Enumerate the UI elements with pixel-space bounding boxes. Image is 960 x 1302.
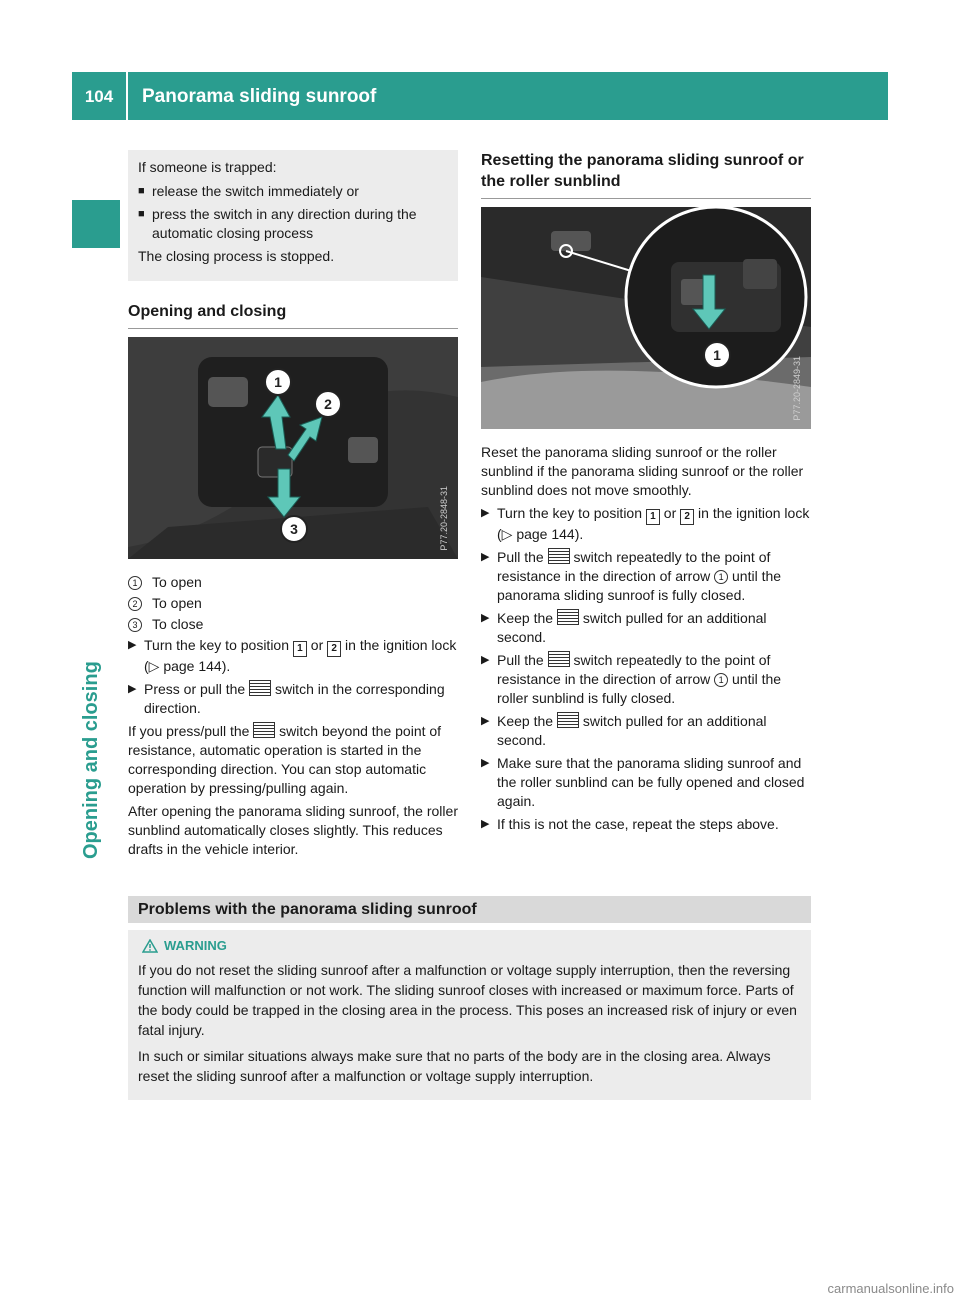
note-outro: The closing process is stopped.	[138, 248, 335, 264]
instruction-step: ▶ Make sure that the panorama sliding sunroof and the roller sunblind can be fully opened and closed again.	[481, 755, 805, 809]
step-arrow-icon: ▶	[481, 757, 490, 769]
chapter-label: Opening and closing	[80, 661, 102, 859]
instruction-step: ▶ Keep the switch pulled for an additional second.	[481, 713, 767, 748]
step-arrow-icon: ▶	[481, 715, 490, 727]
warning-paragraph: In such or similar situations always make sure that no parts of the body are in the closing area. Always reset the sliding sunroof after a malfunction or voltage supply interruption.	[138, 1048, 771, 1084]
section-heading-opening: Opening and closing	[128, 301, 458, 329]
note-bullet: ■ press the switch in any direction during the automatic closing process	[138, 206, 417, 241]
sunroof-switch-icon	[253, 722, 275, 738]
callout-2-icon: 2	[128, 597, 142, 611]
instruction-step: ▶ Keep the switch pulled for an additional second.	[481, 610, 767, 645]
page-header	[72, 72, 888, 120]
warning-triangle-icon	[142, 939, 158, 953]
instruction-step: ▶ Turn the key to position 1 or 2 in the ignition lock (▷ page 144).	[481, 505, 810, 542]
body-paragraph: If you press/pull the switch beyond the point of resistance, automatic operation is started in the corresponding direction. You can stop automatic operation by pressing/pulling again.	[128, 723, 442, 796]
watermark: carmanualsonline.info	[827, 1281, 954, 1296]
page-reference-link[interactable]: ▷ page 144	[148, 658, 222, 674]
section-heading-problems: Problems with the panorama sliding sunroof	[128, 896, 811, 923]
right-column	[481, 150, 811, 838]
trapped-note	[128, 150, 458, 281]
note-intro: If someone is trapped:	[138, 159, 277, 175]
svg-text:1: 1	[274, 374, 282, 390]
svg-text:2: 2	[324, 396, 332, 412]
overhead-control-photo	[128, 337, 458, 559]
step-arrow-icon: ▶	[481, 507, 490, 519]
instruction-step: ▶ Pull the switch repeatedly to the point of resistance in the direction of arrow 1 until the panorama sliding sunroof is fully closed.	[481, 549, 782, 603]
step-arrow-icon: ▶	[481, 818, 490, 830]
step-arrow-icon: ▶	[128, 683, 137, 695]
sunroof-switch-icon	[557, 609, 579, 625]
legend-item: 1 To open	[128, 573, 458, 592]
image-code: P77.20-2848-31	[439, 486, 449, 551]
instruction-step: ▶ Turn the key to position 1 or 2 in the ignition lock (▷ page 144).	[128, 637, 457, 674]
svg-text:3: 3	[290, 521, 298, 537]
body-paragraph: Reset the panorama sliding sunroof or the roller sunblind if the panorama sliding sunroof or the roller sunblind does not move smoothly.	[481, 444, 804, 498]
callout-1-icon: 1	[128, 576, 142, 590]
left-column	[128, 150, 458, 863]
step-arrow-icon: ▶	[481, 654, 490, 666]
warning-paragraph: If you do not reset the sliding sunroof after a malfunction or voltage supply interruption, then the reversing function will malfunction or not work. The sliding sunroof closes with increased or maximum force. Parts of the body could be trapped in the closing area in the process. This poses an increased risk of injury or even fatal injury.	[138, 962, 797, 1038]
note-bullet: ■ release the switch immediately or	[138, 183, 359, 199]
callout-1-icon: 1	[714, 673, 728, 687]
step-arrow-icon: ▶	[481, 612, 490, 624]
sunroof-switch-icon	[249, 680, 271, 696]
sunroof-switch-icon	[548, 651, 570, 667]
callout-1-icon: 1	[714, 570, 728, 584]
sunroof-switch-icon	[557, 712, 579, 728]
page-title: Panorama sliding sunroof	[142, 85, 377, 107]
instruction-step: ▶ Pull the switch repeatedly to the point of resistance in the direction of arrow 1 until the roller sunblind is fully closed.	[481, 652, 782, 706]
bullet-icon: ■	[138, 208, 145, 220]
warning-box	[128, 930, 811, 1100]
instruction-step: ▶ Press or pull the switch in the corresponding direction.	[128, 681, 445, 716]
chapter-marker	[72, 200, 120, 248]
section-heading-resetting: Resetting the panorama sliding sunroof or the roller sunblind	[481, 150, 811, 199]
sunroof-reset-photo	[481, 207, 811, 429]
step-arrow-icon: ▶	[128, 639, 137, 651]
legend-item: 2 To open	[128, 594, 458, 613]
body-paragraph: After opening the panorama sliding sunroof, the roller sunblind automatically closes slightly. This reduces drafts in the vehicle interior.	[128, 803, 458, 857]
callout-3-icon: 3	[128, 618, 142, 632]
page-number: 104	[84, 86, 114, 106]
legend-item: 3 To close	[128, 615, 458, 634]
image-code: P77.20-2849-31	[792, 356, 802, 421]
sunroof-switch-icon	[548, 548, 570, 564]
page-reference-link[interactable]: ▷ page 144	[501, 526, 575, 542]
instruction-step: ▶ If this is not the case, repeat the steps above.	[481, 816, 779, 832]
step-arrow-icon: ▶	[481, 551, 490, 563]
bullet-icon: ■	[138, 185, 145, 197]
callout-1-icon: 1	[713, 347, 721, 363]
warning-title: WARNING	[138, 936, 801, 956]
